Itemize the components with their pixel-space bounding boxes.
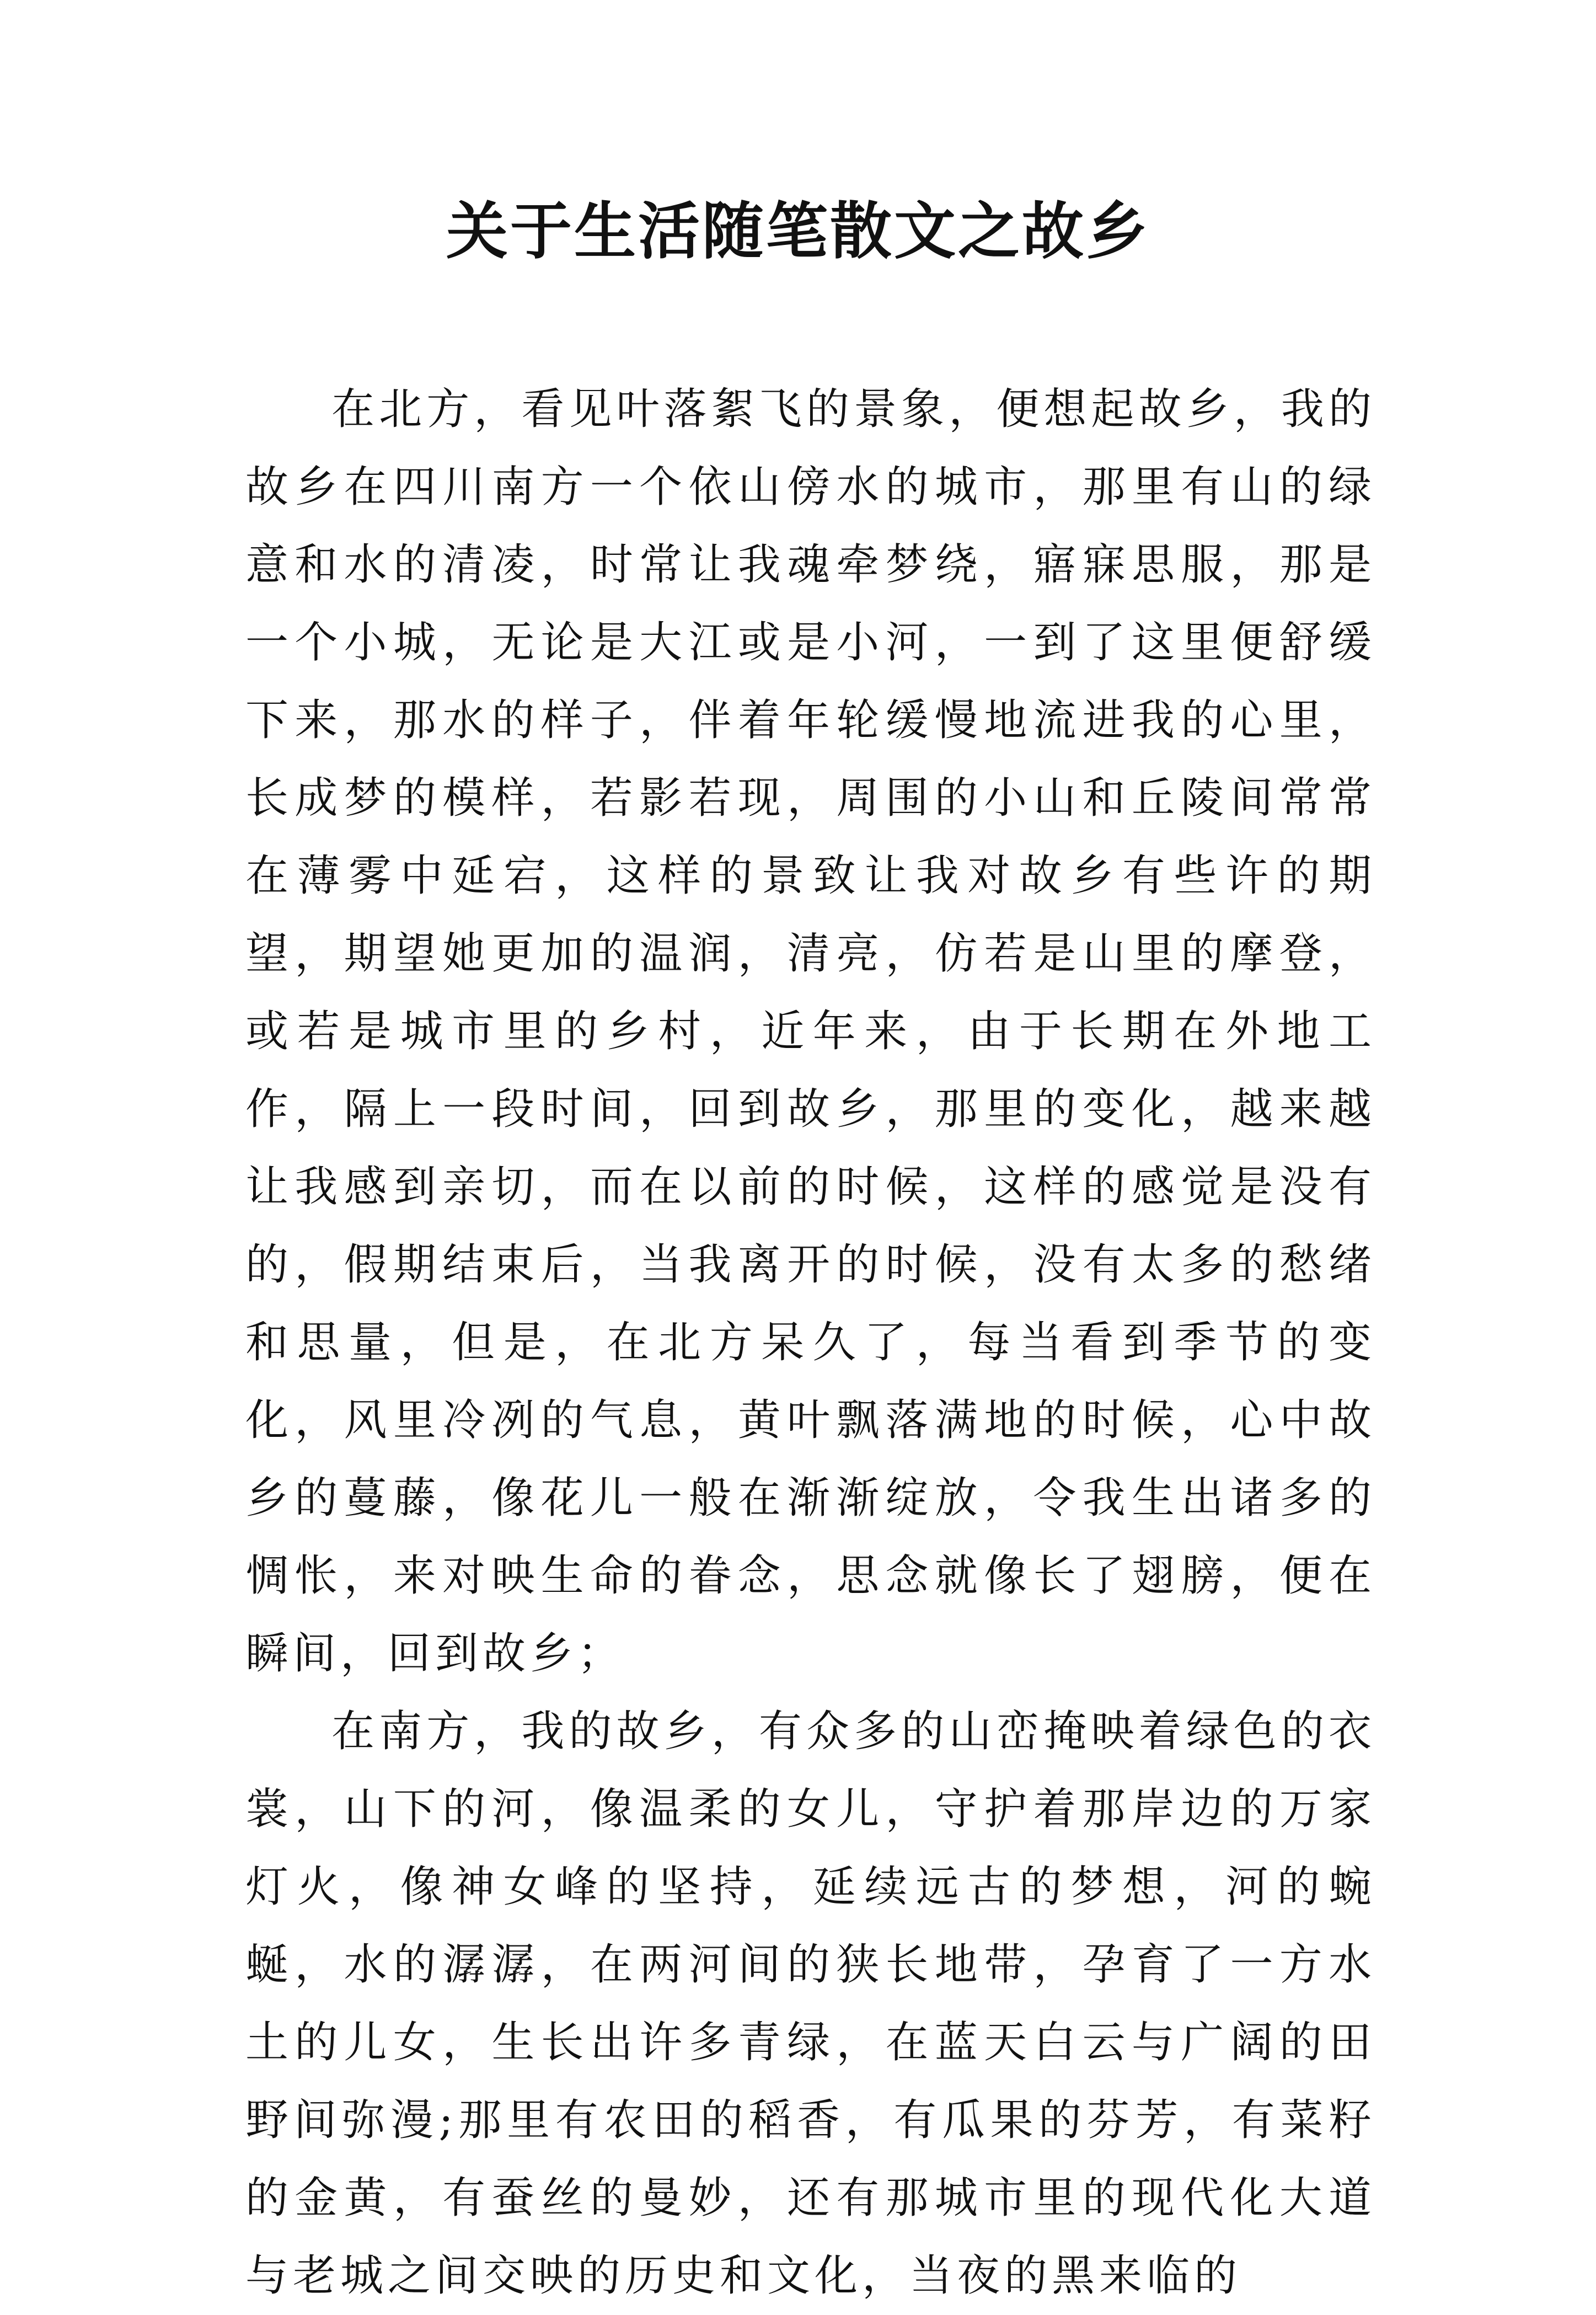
paragraph-north: 在北方，看见叶落絮飞的景象，便想起故乡，我的故乡在四川南方一个依山傍水的城市，那里有山的绿意和水的清凌，时常让我魂牵梦绕，寤寐思服，那是一个小城，无论是大江或是小河，一到了这里便舒缓下来，那水的样子，伴着年轮缓慢地流进我的心里，长成梦的模样，若影若现，周围的小山和丘陵间常常在薄雾中延宕，这样的景致让我对故乡有些许的期望，期望她更加的温润，清亮，仿若是山里的摩登，或若是城市里的乡村，近年来，由于长期在外地工作，隔上一段时间，回到故乡，那里的变化，越来越让我感到亲切，而在以前的时候，这样的感觉是没有的，假期结束后，当我离开的时候，没有太多的愁绪和思量，但是，在北方呆久了，每当看到季节的变化，风里冷冽的气息，黄叶飘落满地的时候，心中故乡的蔓藤，像花儿一般在渐渐绽放，令我生出诸多的惆怅，来对映生命的眷念，思念就像长了翅膀，便在瞬间，回到故乡； xyxy=(245,384,1376,1678)
document-title: 关于生活随笔散文之故乡 xyxy=(446,195,1150,268)
paragraph-south: 在南方，我的故乡，有众多的山峦掩映着绿色的衣裳，山下的河，像温柔的女儿，守护着那岸边的万家灯火，像神女峰的坚持，延续远古的梦想，河的蜿蜒，水的潺潺，在两河间的狭长地带，孕育了一方水土的儿女，生长出许多青绿，在蓝天白云与广阔的田野间弥漫;那里有农田的稻香，有瓜果的芬芳，有菜籽的金黄，有蚕丝的曼妙，还有那城市里的现代化大道与老城之间交映的历史和文化，当夜的黑来临的 xyxy=(245,1707,1376,2301)
document-body xyxy=(245,371,1376,2315)
